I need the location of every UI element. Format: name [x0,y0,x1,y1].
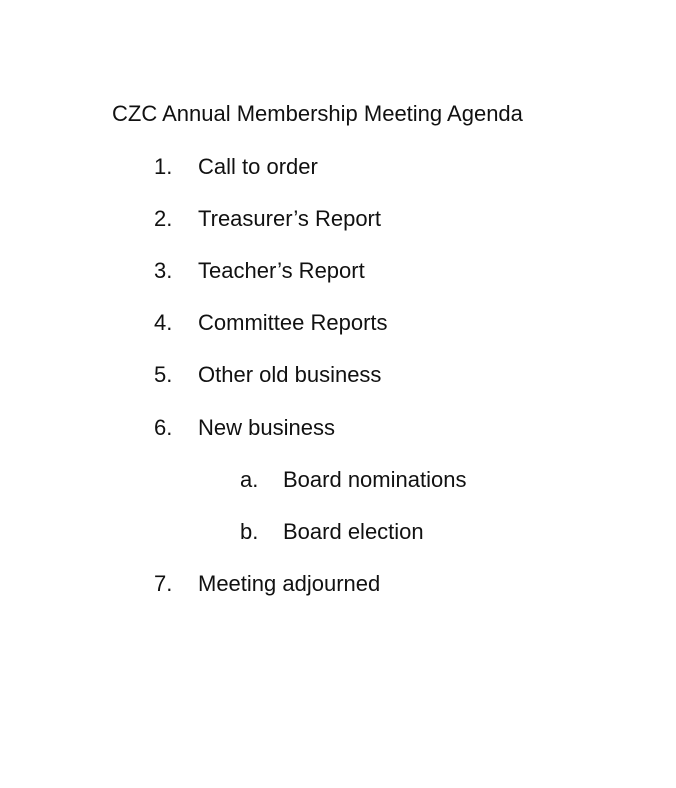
item-number: 3. [154,258,173,283]
item-text: Committee Reports [198,310,388,335]
item-text: Call to order [198,154,318,179]
item-text: Meeting adjourned [198,571,381,596]
subitem-letter: b. [240,519,259,544]
item-number: 4. [154,310,173,335]
item-text: Other old business [198,362,382,387]
subitem-text: Board election [283,519,424,544]
item-text: Teacher’s Report [198,258,365,283]
subitem-letter: a. [240,467,259,492]
item-text: New business [198,415,335,440]
item-number: 1. [154,154,173,179]
item-number: 6. [154,415,173,440]
item-number: 5. [154,362,173,387]
item-number: 7. [154,571,173,596]
item-number: 2. [154,206,173,231]
agenda-title: CZC Annual Membership Meeting Agenda [112,101,523,126]
item-text: Treasurer’s Report [198,206,381,231]
subitem-text: Board nominations [283,467,467,492]
